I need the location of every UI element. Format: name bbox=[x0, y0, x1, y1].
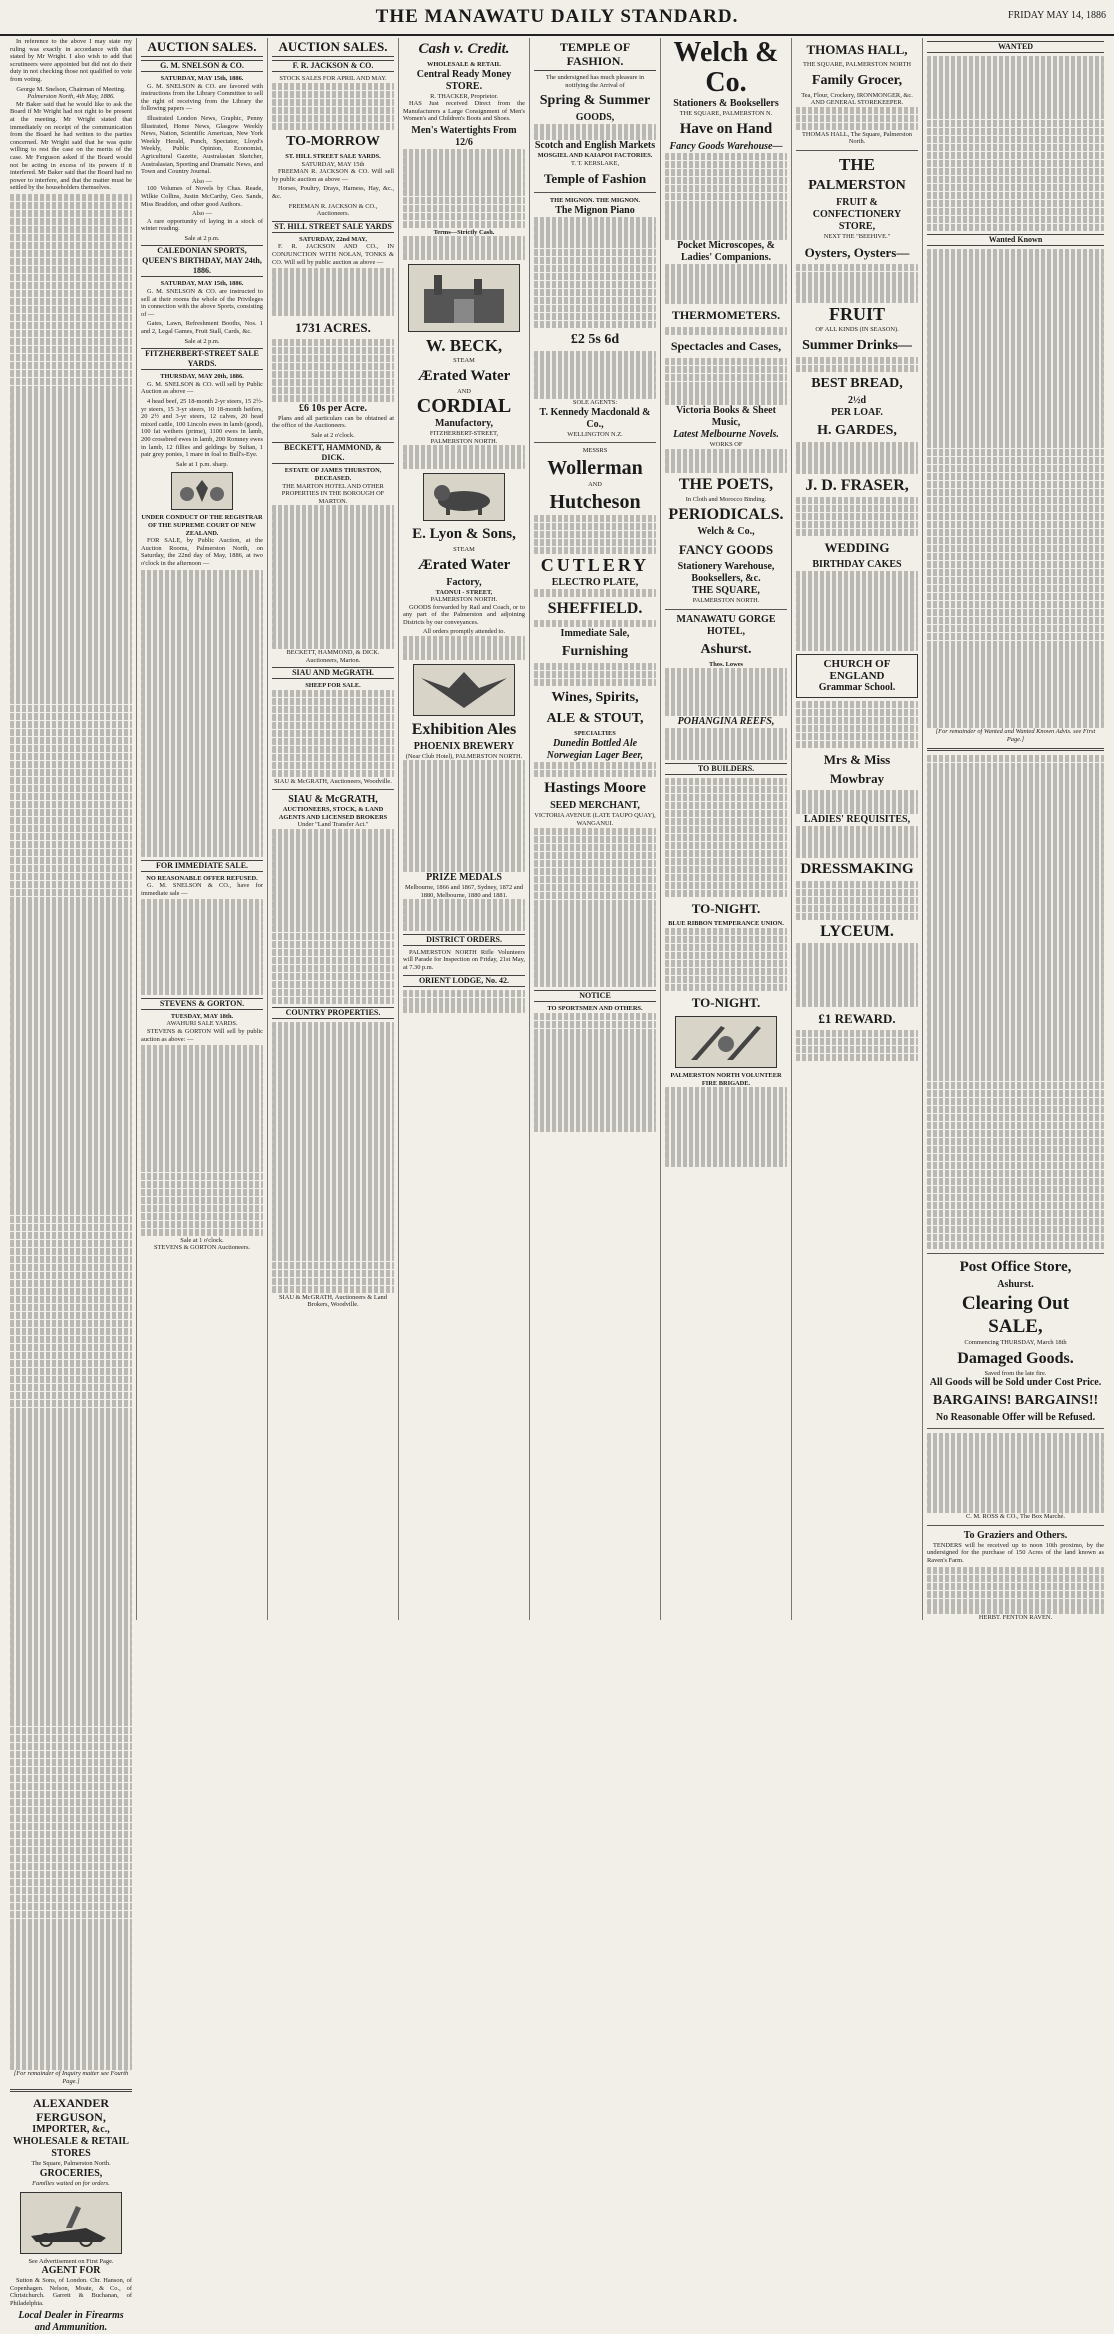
jackson-filler bbox=[272, 83, 394, 131]
fruit-palmerston: PALMERSTON bbox=[808, 177, 906, 193]
hall-filler bbox=[796, 107, 918, 131]
ferguson-place: The Square, Palmerston North. bbox=[31, 2160, 111, 2168]
fitzherbert-sub: FITZHERBERT-STREET SALE YARDS. bbox=[141, 348, 263, 370]
woll-norwegian: Norwegian Lager Beer, bbox=[546, 749, 644, 761]
graziers-text: TENDERS will be received up to noon 10th proximo, by the undersigned for the purchase of 150 Acres of the land known as Raven's Farm. bbox=[927, 1541, 1104, 1564]
auction-heading: AUCTION SALES. bbox=[141, 40, 263, 57]
temple-filler bbox=[534, 124, 656, 140]
cash-prop: R. THACKER, Proprietor. bbox=[430, 92, 498, 100]
column-1 bbox=[6, 38, 137, 2333]
gorge-filler bbox=[665, 668, 787, 716]
known-heading: Wanted Known bbox=[927, 234, 1104, 246]
welch-victoria: Victoria Books & Sheet Music, bbox=[676, 405, 776, 429]
country-sub: COUNTRY PROPERTIES. bbox=[272, 1007, 394, 1019]
welch-warehouse: Stationery Warehouse, Booksellers, &c. bbox=[677, 561, 775, 585]
snelson-also-2: Also — bbox=[191, 210, 213, 218]
clearing-no-offer: No Reasonable Offer will be Refused. bbox=[935, 1412, 1096, 1424]
known-note: [For remainder of Wanted and Wanted Known Advts. see First Page.] bbox=[935, 728, 1096, 743]
fitzherbert-stock: 4 head beef, 25 18-month 2-yr steers, 15 2½-yr steers, 15 3-yr steers, 10 18-month heifers, 20 2½ and 3-yr steers, 12 calves, 20 head mixed cattle, 100 Lincoln ewes in lamb (good), 100 fat wethers (prime), 1100 ewes in lamb, 200 crossbred ewes in lamb, 200 Romney ewes in lamb, 12 fillies and geldings by Sultan, 1 pair grey ponies, 1 mare in foal to Bull's-Eye. bbox=[141, 398, 263, 459]
ross-sign: C. M. ROSS & CO., The Box Marché. bbox=[966, 1513, 1065, 1521]
church-filler bbox=[796, 701, 918, 749]
stevens-sign: STEVENS & GORTON Auctioneers. bbox=[153, 1244, 251, 1252]
hastings-victoria: VICTORIA AVENUE (LATE TAUPO QUAY), WANGANUI. bbox=[534, 812, 656, 828]
bread-price: 2½d bbox=[847, 395, 867, 407]
hill-sale: Sale at 2 o'clock. bbox=[311, 431, 355, 439]
gorge-name: MANAWATU GORGE HOTEL, bbox=[676, 613, 776, 637]
mowbray-filler bbox=[796, 790, 918, 814]
post-office-heading: Post Office Store, bbox=[959, 1259, 1072, 1276]
tonight-heading-2: TO-NIGHT. bbox=[691, 995, 761, 1011]
tomorrow-date: SATURDAY, MAY 15th bbox=[301, 160, 365, 168]
builders-filler bbox=[665, 778, 787, 897]
siau-filler bbox=[272, 690, 394, 777]
woll-filler-5 bbox=[534, 762, 656, 778]
welch-stationers: Stationers & Booksellers bbox=[673, 98, 779, 109]
hastings-seed: SEED MERCHANT, bbox=[550, 800, 640, 812]
hall-family: Family Grocer, bbox=[811, 72, 903, 88]
church-heading: CHURCH OF ENGLAND bbox=[823, 657, 891, 682]
column-5 bbox=[530, 38, 661, 1620]
phoenix-engraving-icon bbox=[413, 664, 515, 716]
welch-palm: PALMERSTON NORTH. bbox=[692, 597, 760, 605]
lyon-street: TAONUI - STREET, bbox=[435, 588, 493, 596]
divider bbox=[534, 442, 656, 443]
tonight-heading: TO-NIGHT. bbox=[691, 901, 761, 917]
ferguson-agents: Sutton & Sons, of London. Chr. Hanson, of Copenhagen. Nelson, Moate, & Co., of Christchurch. Garrett & Buchanan, of Philadelphia. bbox=[10, 2277, 132, 2307]
mignon-filler-2 bbox=[534, 351, 656, 399]
lyon-factory: Factory, bbox=[446, 576, 482, 588]
church-box bbox=[796, 654, 918, 698]
woll-electro: ELECTRO PLATE, bbox=[551, 577, 639, 589]
fitzherbert-text: G. M. SNELSON & CO. will sell by Public Auction as above — bbox=[141, 380, 263, 396]
stevens-sub: STEVENS & GORTON. bbox=[141, 998, 263, 1010]
hill-filler-2 bbox=[272, 339, 394, 402]
hill-date: SATURDAY, 22nd MAY, bbox=[299, 235, 367, 243]
letter-body: Mr Baker said that he would like to ask the Board if Mr Wright had not right to be present at the meeting. Mr Wright stated that immediately on receipt of the communication from the Board he had written to the parties concerned. Mr Wright said that he was quite willing to rest the case on the merits of the case. Mr Ferguson asked if the Board would not be acting in excess of its powers if it interfered. Mr Baker said that the Board had no power to interfere, and that the matter must be settled by the householders themselves. bbox=[10, 100, 132, 192]
bread-heading: BEST BREAD, bbox=[811, 376, 903, 392]
column-6 bbox=[661, 38, 792, 1620]
hill-filler bbox=[272, 268, 394, 316]
welch-fancy: Fancy Goods Warehouse— bbox=[669, 140, 783, 152]
cash-filler bbox=[403, 149, 525, 228]
hill-price: £6 10s per Acre. bbox=[299, 402, 367, 414]
stevens-text: STEVENS & GORTON Will sell by public auction as above: — bbox=[141, 1027, 263, 1043]
tonight-brigade: PALMERSTON NORTH VOLUNTEER FIRE BRIGADE. bbox=[670, 1072, 782, 1087]
column-7 bbox=[792, 38, 923, 1620]
graziers-heading: To Graziers and Others. bbox=[963, 1529, 1068, 1541]
stevens-filler bbox=[141, 1045, 263, 1236]
woll-sheffield: SHEFFIELD. bbox=[547, 599, 643, 617]
immediate-text: G. M. SNELSON & CO., have for immediate sale — bbox=[141, 882, 263, 897]
clearing-damaged: Damaged Goods. bbox=[957, 1349, 1074, 1367]
temple-factories: MOSGIEL AND KAIAPOI FACTORIES. bbox=[537, 152, 653, 160]
body-filler bbox=[10, 194, 132, 2070]
beckett-sub: BECKETT, HAMMOND, & DICK. bbox=[272, 442, 394, 464]
temple-markets: Scotch and English Markets bbox=[534, 140, 656, 152]
bread-loaf: PER LOAF. bbox=[831, 407, 883, 419]
beckett-filler bbox=[272, 505, 394, 648]
fruit-kinds: OF ALL KINDS (IN SEASON). bbox=[815, 326, 899, 334]
snelson-novels: 100 Volumes of Novels by Chas. Reade, Wilkie Collins, Justin McCarthy, Geo. Sands, Miss Braddon, and other good Authors. bbox=[141, 185, 263, 208]
woll-name: Wollerman bbox=[547, 457, 643, 480]
ferguson-families: Families waited on for orders. bbox=[32, 2179, 110, 2187]
woll-cutlery: CUTLERY bbox=[540, 555, 650, 576]
court-text: FOR SALE, by Public Auction, at the Auction Rooms, Palmerston North, on Saturday, the 22nd day of May, 1886, at two o'clock in the afternoon — bbox=[141, 537, 263, 567]
siau-sub: SIAU AND McGRATH. bbox=[272, 667, 394, 679]
welch-poets: THE POETS, bbox=[678, 475, 774, 493]
lyon-palm: PALMERSTON NORTH. bbox=[430, 596, 498, 604]
hill-text: F. R. JACKSON AND CO., IN CONJUNCTION WITH NOLAN, TONKS & CO. Will sell by public auction as above — bbox=[272, 243, 394, 266]
welch-filler-4 bbox=[665, 449, 787, 473]
cash-store: Central Ready Money STORE. bbox=[416, 68, 512, 92]
welch-name-2: Welch & Co., bbox=[697, 526, 755, 538]
temple-spring: Spring & Summer bbox=[539, 93, 651, 109]
woll-immediate: Immediate Sale, bbox=[560, 627, 630, 639]
mowbray-name: Mrs & Miss Mowbray bbox=[823, 752, 891, 787]
lyon-aerated: Ærated Water bbox=[417, 556, 511, 573]
clearing-cost: All Goods will be Sold under Cost Price. bbox=[929, 1377, 1102, 1389]
siau-filler-2 bbox=[272, 829, 394, 1004]
clearing-commencing: Commencing THURSDAY, March 18th bbox=[964, 1339, 1067, 1347]
beck-name: W. BECK, bbox=[425, 335, 503, 355]
mignon-price: £2 5s 6d bbox=[570, 332, 620, 348]
welch-fancy-goods: FANCY GOODS bbox=[678, 542, 774, 558]
gorge-lowes: Thos. Lowes bbox=[708, 660, 744, 668]
lyon-name: E. Lyon & Sons, bbox=[412, 525, 516, 542]
ferguson-name: ALEXANDER FERGUSON, bbox=[32, 2096, 109, 2125]
masthead bbox=[0, 0, 1114, 36]
welch-thermo: THERMOMETERS. bbox=[671, 307, 781, 322]
lion-engraving-icon bbox=[423, 473, 505, 521]
fraser-cakes: BIRTHDAY CAKES bbox=[812, 559, 902, 571]
ales-filler-2 bbox=[403, 899, 525, 931]
district-text: PALMERSTON NORTH Rifle Volunteers will Parade for Inspection on Friday, 21st May, at 7.30 p.m. bbox=[403, 948, 525, 971]
cash-watertights: Men's Watertights From 12/6 bbox=[411, 124, 517, 148]
hill-sub: ST. HILL STREET SALE YARDS bbox=[272, 221, 394, 233]
hastings-name: Hastings Moore bbox=[544, 780, 646, 797]
newspaper-title: THE MANAWATU DAILY STANDARD. bbox=[375, 6, 739, 27]
known-filler bbox=[927, 249, 1104, 728]
beck-palm: PALMERSTON NORTH. bbox=[430, 437, 498, 445]
auction-heading-2: AUCTION SALES. bbox=[272, 40, 394, 57]
letter-sign: George M. Snelson, Chairman of Meeting. bbox=[16, 85, 126, 93]
church-grammar: Grammar School. bbox=[818, 681, 896, 693]
caledonian-text: G. M. SNELSON & CO. are instructed to sell at their rooms the whole of the Privileges in connection with the above Sports, consisting of — bbox=[141, 288, 263, 318]
welch-filler-3 bbox=[665, 358, 787, 406]
hall-name: THOMAS HALL, bbox=[806, 42, 908, 57]
royal-arms-icon bbox=[171, 472, 233, 510]
snelson-also: Also — bbox=[191, 177, 213, 185]
woll-hutcheson: Hutcheson bbox=[549, 490, 641, 513]
column-8 bbox=[923, 38, 1108, 1620]
column-4 bbox=[399, 38, 530, 1620]
ales-near: (Near Club Hotel), PALMERSTON NORTH. bbox=[405, 752, 523, 760]
ferguson-title: IMPORTER, &c., bbox=[32, 2124, 110, 2136]
caledonian-date: SATURDAY, MAY 15th, 1886. bbox=[160, 280, 244, 288]
lyon-filler bbox=[403, 636, 525, 660]
tomorrow-yards: ST. HILL STREET SALE YARDS. bbox=[285, 153, 381, 161]
ferguson-agent: AGENT FOR bbox=[41, 2265, 101, 2277]
notice-filler bbox=[534, 1013, 656, 1132]
fraser-filler bbox=[796, 497, 918, 537]
caledonian-sale: Sale at 2 p.m. bbox=[184, 337, 220, 345]
welch-square-2: THE SQUARE, bbox=[692, 585, 760, 597]
factory-engraving-icon bbox=[408, 264, 520, 332]
temple-owner: T. T. KERSLAKE, bbox=[570, 159, 620, 167]
immediate-no-offer: NO REASONABLE OFFER REFUSED. bbox=[146, 874, 258, 882]
hall-items: Tea, Flour, Crockery, IRONMONGER, &c. AND GENERAL STOREKEEPER. bbox=[801, 91, 913, 107]
immediate-filler bbox=[141, 899, 263, 994]
small-ads-filler bbox=[927, 755, 1104, 1250]
lyon-goods: GOODS forwarded by Rail and Coach, or to any part of the Palmerston and adjoining Districts by our conveyances. bbox=[403, 603, 525, 626]
mowbray-filler-2 bbox=[796, 826, 918, 858]
tomorrow-sign: FREEMAN R. JACKSON & CO., Auctioneers. bbox=[288, 202, 378, 218]
lodge-filler bbox=[403, 990, 525, 1014]
post-office-ashurst: Ashurst. bbox=[997, 1279, 1034, 1291]
bread-filler bbox=[796, 442, 918, 474]
fruit-store: STORE, bbox=[838, 220, 876, 232]
reward-filler bbox=[796, 1030, 918, 1062]
court-heading: UNDER CONDUCT OF THE REGISTRAR OF THE SUPREME COURT OF NEW ZEALAND. bbox=[141, 514, 263, 537]
beck-aerated: Ærated Water bbox=[417, 367, 511, 384]
siau-sign: SIAU & McGRATH, Auctioneers, Woodville. bbox=[274, 777, 392, 785]
caledonian-privileges: Gates, Lawn, Refreshment Booths, Nos. 1 and 2, Legal Games, Fruit Stall, Cards, &c. bbox=[141, 320, 263, 336]
mignon-kennedy: T. Kennedy Macdonald & Co., bbox=[539, 406, 651, 430]
divider bbox=[534, 192, 656, 193]
clearing-bargains: BARGAINS! BARGAINS!! bbox=[932, 1393, 1099, 1409]
caledonian-sub: CALEDONIAN SPORTS, QUEEN'S BIRTHDAY, MAY 24th, 1886. bbox=[142, 246, 262, 276]
fraser-name: J. D. FRASER, bbox=[805, 476, 909, 494]
cash-text: HAS Just received Direct from the Manufacturers a Large Consignment of Men's Women's and Children's Boots and Shoes. bbox=[403, 100, 525, 123]
tonight-ribbon: BLUE RIBBON TEMPERANCE UNION. bbox=[668, 920, 784, 928]
country-filler bbox=[272, 1022, 394, 1293]
lyceum-filler bbox=[796, 943, 918, 1006]
court-filler bbox=[141, 570, 263, 857]
divider bbox=[927, 1525, 1104, 1526]
mignon-piano: The Mignon Piano bbox=[555, 204, 635, 216]
lyceum-heading: LYCEUM. bbox=[820, 923, 894, 941]
ales-prize: PRIZE MEDALS bbox=[426, 872, 502, 883]
ales-heading: Exhibition Ales bbox=[411, 720, 517, 738]
column-2 bbox=[137, 38, 268, 1620]
letter-intro: In reference to the above I may state my ruling was exactly in accordance with that stated by Mr Wright. I also wish to add that scrutineers were appointed but did not do their duty in not checking those not qualified to vote from voting. bbox=[10, 38, 132, 83]
temple-name: Temple of Fashion bbox=[543, 171, 647, 187]
welch-pocket: Pocket Microscopes, & Ladies' Companions. bbox=[677, 240, 775, 264]
woll-messrs: MESSRS bbox=[582, 447, 608, 455]
fitzherbert-date: THURSDAY, MAY 20th, 1886. bbox=[160, 373, 244, 381]
hill-acres: 1731 ACRES. bbox=[295, 319, 371, 335]
tomorrow-items: Horses, Poultry, Drays, Harness, Hay, &c., &c. bbox=[272, 185, 394, 201]
hall-square: THE SQUARE, PALMERSTON NORTH bbox=[803, 61, 911, 68]
fire-brigade-engraving-icon bbox=[675, 1016, 777, 1068]
fruit-summer: Summer Drinks— bbox=[802, 337, 912, 353]
bread-gardes: H. GARDES, bbox=[817, 423, 897, 439]
fruit-filler-2 bbox=[796, 357, 918, 373]
welch-works: WORKS OF bbox=[709, 441, 743, 449]
issue-date: FRIDAY MAY 14, 1886 bbox=[1008, 10, 1106, 21]
fitzherbert-sale: Sale at 1 p.m. sharp. bbox=[175, 460, 228, 468]
welch-logo: Welch & Co. bbox=[673, 37, 779, 98]
mignon-filler bbox=[534, 217, 656, 328]
plough-engraving-icon bbox=[20, 2192, 122, 2254]
clearing-saved: Saved from the late fire. bbox=[984, 1369, 1047, 1377]
mowbray-filler-3 bbox=[796, 881, 918, 921]
column-3 bbox=[268, 38, 399, 1620]
woll-wines: Wines, Spirits, bbox=[551, 690, 639, 706]
ales-filler bbox=[403, 760, 525, 871]
divider bbox=[796, 150, 918, 151]
brigade-filler bbox=[665, 1087, 787, 1166]
siau-sheep: SHEEP FOR SALE. bbox=[305, 682, 361, 690]
beckett-marton: THE MARTON HOTEL AND OTHER PROPERTIES IN THE BOROUGH OF MARTON. bbox=[281, 482, 385, 505]
hill-plans: Plans and all particulars can be obtained at the office of the Auctioneers. bbox=[272, 414, 394, 430]
welch-square: THE SQUARE, PALMERSTON N. bbox=[679, 110, 773, 117]
beck-cordial: CORDIAL bbox=[416, 395, 512, 418]
snelson-papers: Illustrated London News, Graphic, Penny Illustrated, Home News, Glasgow Weekly News, Nation, Scientific American, New York Weekly Herald, Punch, Spectator, Lloyd's Weekly, Public Opinion, Economist, Agricultural Gazette, Australasian Sketcher, Australasian, Sporting and Dramatic News, and Town and Country Journal. bbox=[141, 114, 263, 176]
lyon-orders: All orders promptly attended to. bbox=[422, 628, 506, 636]
fruit-filler bbox=[796, 264, 918, 304]
mowbray-dress: DRESSMAKING bbox=[800, 860, 914, 877]
mignon-head: THE MIGNON. THE MIGNON. bbox=[549, 197, 641, 205]
woll-and: AND bbox=[588, 481, 602, 489]
ferguson-see: See Advertisement on First Page. bbox=[28, 2257, 114, 2265]
ross-filler bbox=[927, 1433, 1104, 1512]
cash-whole: WHOLESALE & RETAIL bbox=[426, 61, 502, 68]
gorge-ashurst: Ashurst. bbox=[700, 641, 752, 657]
temple-heading: TEMPLE OF FASHION. bbox=[534, 40, 656, 71]
welch-have: Have on Hand bbox=[679, 120, 773, 137]
notice-heading: NOTICE bbox=[534, 990, 656, 1002]
welch-latest: Latest Melbourne Novels. bbox=[673, 429, 779, 441]
snelson-sub: G. M. SNELSON & CO. bbox=[141, 60, 263, 72]
divider bbox=[927, 748, 1104, 751]
hall-sign: THOMAS HALL, The Square, Palmerston North. bbox=[802, 130, 912, 146]
divider bbox=[665, 609, 787, 610]
gorge-reefs: POHANGINA REEFS, bbox=[677, 716, 775, 728]
wanted-filler bbox=[927, 56, 1104, 231]
ales-brewery: PHOENIX BREWERY bbox=[413, 740, 515, 752]
divider bbox=[272, 789, 394, 790]
fruit-next: NEXT THE "BEEHIVE." bbox=[823, 232, 891, 240]
ferguson-sub: WHOLESALE & RETAIL STORES bbox=[13, 2136, 129, 2160]
tomorrow-heading: TO-MORROW bbox=[286, 134, 380, 150]
woll-filler-2 bbox=[534, 589, 656, 597]
welch-spectacles: Spectacles and Cases, bbox=[670, 338, 782, 353]
woll-dunedin: Dunedin Bottled Ale bbox=[552, 737, 638, 749]
immediate-sub: FOR IMMEDIATE SALE. bbox=[141, 860, 263, 872]
fruit-fruit: FRUIT bbox=[828, 304, 885, 325]
gorge-filler-2 bbox=[665, 728, 787, 760]
woll-furnishing: Furnishing bbox=[561, 643, 629, 659]
welch-periodicals: PERIODICALS. bbox=[668, 506, 784, 524]
ferguson-groceries: GROCERIES, bbox=[39, 2167, 103, 2179]
wanted-heading: WANTED bbox=[927, 41, 1104, 53]
mignon-wellington: WELLINGTON N.Z. bbox=[567, 430, 623, 438]
ales-cities: Melbourne, 1866 and 1867, Sydney, 1872 and 1880, Melbourne, 1880 and 1881. bbox=[405, 884, 523, 899]
snelson-rare: A rare opportunity of laying in a stock of winter reading. bbox=[141, 217, 263, 233]
woll-filler-4 bbox=[534, 663, 656, 687]
tomorrow-text: FREEMAN R. JACKSON & CO. Will sell by public auction as above — bbox=[272, 168, 394, 183]
letter-place: Palmerston North, 4th May, 1886. bbox=[27, 93, 115, 101]
fraser-wedding: WEDDING bbox=[824, 540, 890, 556]
woll-ale: ALE & STOUT, bbox=[546, 711, 644, 727]
welch-filler bbox=[665, 153, 787, 240]
stevens-date: TUESDAY, MAY 18th. bbox=[170, 1012, 234, 1020]
lodge-heading: ORIENT LODGE, No. 42. bbox=[403, 975, 525, 987]
temple-notice: The undersigned has much pleasure in notifying the Arrival of bbox=[545, 74, 645, 89]
builders-heading: TO BUILDERS. bbox=[665, 763, 787, 775]
divider bbox=[927, 1253, 1104, 1254]
beck-steam: STEAM bbox=[453, 356, 475, 364]
fruit-the: THE bbox=[839, 154, 875, 174]
stevens-sale: Sale at 1 o'clock. bbox=[180, 1236, 224, 1244]
fruit-oysters: Oysters, Oysters— bbox=[804, 244, 910, 260]
beckett-estate: ESTATE OF JAMES THURSTON, DECEASED. bbox=[284, 467, 382, 482]
cash-filler-2 bbox=[403, 236, 525, 260]
beck-and: AND bbox=[457, 387, 471, 395]
hastings-filler bbox=[534, 828, 656, 987]
woll-special: SPECIALTIES bbox=[574, 730, 616, 738]
temple-goods: GOODS, bbox=[575, 112, 615, 124]
siau-agents: AUCTIONEERS, STOCK, & LAND AGENTS AND LICENSED BROKERS bbox=[278, 806, 388, 821]
jackson-stock: STOCK SALES FOR APRIL AND MAY. bbox=[279, 75, 387, 82]
stevens-yards: AWAHURI SALE YARDS. bbox=[166, 1020, 238, 1028]
beck-manu: Manufactory, bbox=[434, 418, 494, 430]
district-orders: DISTRICT ORDERS. bbox=[403, 934, 525, 946]
ferguson-footer: Local Dealer in Firearms and Ammunition. bbox=[18, 2309, 124, 2333]
clearing-sale: SALE, bbox=[988, 1316, 1043, 1338]
welch-filler-2 bbox=[665, 264, 787, 304]
reward-heading: £1 REWARD. bbox=[818, 1010, 896, 1026]
snelson-date: SATURDAY, MAY 15th, 1886. bbox=[160, 75, 244, 82]
snelson-text: G. M. SNELSON & CO. are favored with instructions from the Library Committee to sell the right of receiving from the Library the following papers — bbox=[141, 82, 263, 113]
fraser-filler-2 bbox=[796, 571, 918, 650]
cash-heading: Cash v. Credit. bbox=[418, 41, 510, 57]
divider bbox=[10, 2089, 132, 2092]
mignon-agents: SOLE AGENTS: bbox=[572, 399, 618, 407]
lyon-steam: STEAM bbox=[453, 545, 475, 553]
jackson-sub: F. R. JACKSON & CO. bbox=[272, 60, 394, 72]
beckett-sign: BECKETT, HAMMOND, & DICK. Auctioneers, Marton. bbox=[286, 649, 380, 664]
snelson-sale: Sale at 2 p.m. bbox=[184, 234, 220, 242]
welch-cloth: In Cloth and Morocco Binding. bbox=[685, 495, 767, 503]
notice-sub: TO SPORTSMEN AND OTHERS. bbox=[547, 1004, 643, 1012]
woll-filler-3 bbox=[534, 620, 656, 628]
beck-filler bbox=[403, 445, 525, 469]
divider bbox=[927, 1428, 1104, 1429]
siau-name: SIAU & McGRATH, bbox=[288, 794, 378, 806]
continued-note: [For remainder of Inquiry matter see Fourth Page.] bbox=[13, 2070, 129, 2085]
graziers-sign: HERBT. FENTON RAVEN. bbox=[978, 1614, 1053, 1622]
clearing-heading: Clearing Out bbox=[961, 1293, 1070, 1315]
cash-terms: Terms—Strictly Cash. bbox=[433, 228, 495, 236]
siau-act: Under "Land Transfer Act." bbox=[297, 821, 369, 829]
country-sign: SIAU & McGRATH, Auctioneers & Land Brokers, Woodville. bbox=[279, 1293, 387, 1309]
graziers-filler bbox=[927, 1567, 1104, 1615]
page-columns bbox=[6, 37, 1108, 2333]
fruit-confectionery: FRUIT & CONFECTIONERY bbox=[812, 196, 902, 220]
beck-street: FITZHERBERT-STREET, bbox=[429, 430, 499, 438]
mowbray-ladies: LADIES' REQUISITES, bbox=[803, 814, 911, 826]
tonight-filler bbox=[665, 928, 787, 991]
woll-filler bbox=[534, 515, 656, 555]
